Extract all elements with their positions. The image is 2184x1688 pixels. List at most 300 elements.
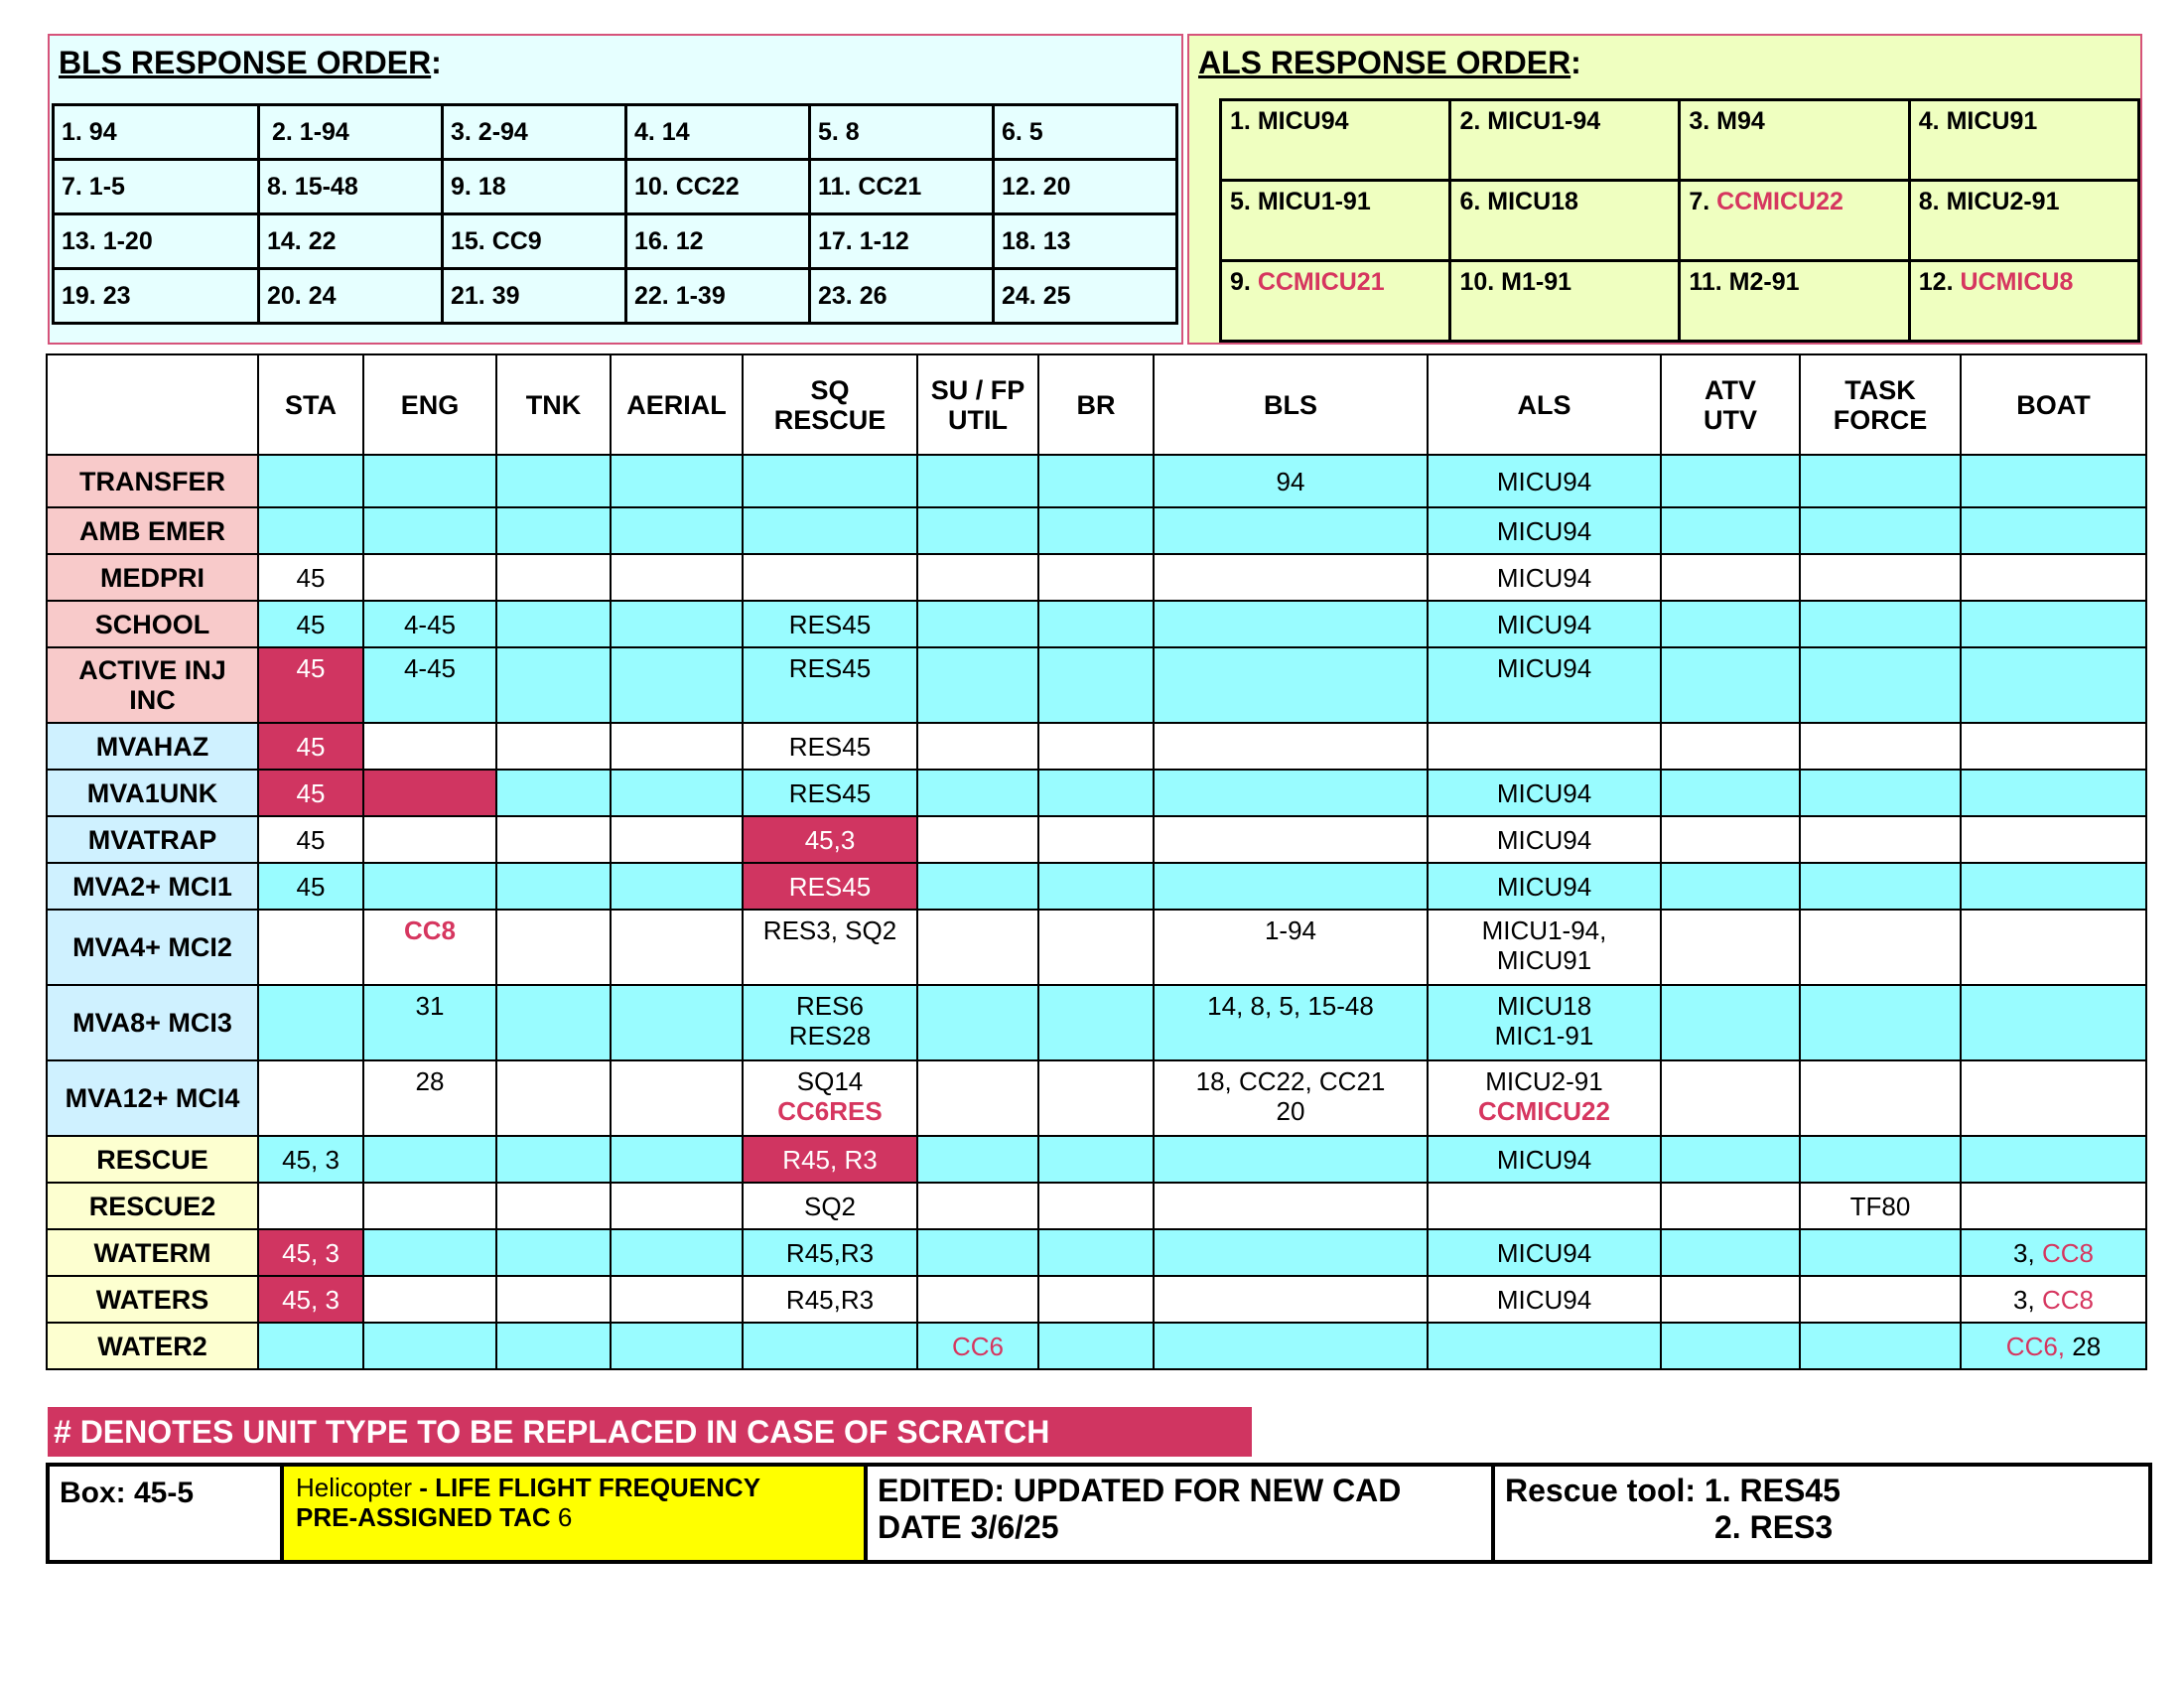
als-title: ALS RESPONSE ORDER: <box>1198 45 1581 80</box>
als-order-item <box>1221 100 1450 181</box>
cell-value: 45 <box>296 731 326 762</box>
cell-value: 28 <box>415 1066 445 1096</box>
table-cell <box>363 770 496 816</box>
column-header: BR <box>1038 354 1154 455</box>
cell-value: R45, R3 <box>782 1144 878 1175</box>
table-cell <box>1154 647 1428 723</box>
table-cell <box>1038 723 1154 770</box>
table-row <box>47 1323 2146 1369</box>
table-cell <box>1961 910 2146 985</box>
cell-value: MICU94 <box>1496 777 1592 808</box>
table-cell <box>743 770 917 816</box>
table-cell <box>258 1229 363 1276</box>
table-cell <box>743 1183 917 1229</box>
cell-value: MICU94 <box>1496 562 1592 593</box>
table-cell <box>611 985 743 1060</box>
table-cell <box>611 1323 743 1369</box>
table-cell <box>611 863 743 910</box>
cell-value: 1-94 <box>1264 915 1317 945</box>
cell-value: RES3, SQ2 <box>762 915 897 945</box>
table-cell <box>496 1060 611 1136</box>
table-cell <box>1961 1276 2146 1323</box>
als-order-unit: M2-91 <box>1728 268 1800 296</box>
table-cell <box>1038 1136 1154 1183</box>
table-cell <box>1961 1229 2146 1276</box>
table-cell <box>611 554 743 601</box>
cell-value: MICU94 <box>1496 466 1592 496</box>
bls-order-item: 10. CC22 <box>626 160 810 214</box>
bls-order-item: 5. 8 <box>810 105 994 160</box>
cell-value: 45, 3 <box>282 1237 340 1268</box>
table-cell <box>363 647 496 723</box>
table-cell <box>1661 601 1800 647</box>
table-cell <box>1038 601 1154 647</box>
row-label: RESCUE <box>47 1136 258 1183</box>
als-order-number: 4. <box>1918 107 1940 135</box>
rescue-tool-2: 2. RES3 <box>1714 1509 1834 1545</box>
row-label: RESCUE2 <box>47 1183 258 1229</box>
table-cell <box>1428 507 1661 554</box>
table-cell <box>743 455 917 507</box>
table-cell <box>917 601 1038 647</box>
bls-order-item: 23. 26 <box>810 269 994 324</box>
row-label: WATERS <box>47 1276 258 1323</box>
cell-value: 4-45 <box>403 609 457 639</box>
table-cell <box>363 601 496 647</box>
table-cell <box>1800 816 1961 863</box>
table-cell <box>611 770 743 816</box>
cell-value: 18, CC22, CC21 20 <box>1195 1066 1386 1126</box>
table-cell <box>917 770 1038 816</box>
cell-value: TF80 <box>1849 1191 1911 1221</box>
table-cell <box>743 554 917 601</box>
bls-order-item: 6. 5 <box>994 105 1177 160</box>
als-order-number: 11. <box>1689 268 1722 296</box>
bls-order-row <box>54 105 1177 160</box>
table-row <box>47 770 2146 816</box>
bls-order-row <box>54 269 1177 324</box>
table-cell <box>1154 770 1428 816</box>
table-cell <box>496 601 611 647</box>
table-cell <box>1961 1060 2146 1136</box>
cell-value: 45, 3 <box>282 1284 340 1315</box>
table-cell <box>917 985 1038 1060</box>
cell-value: SQ14 <box>796 1066 864 1096</box>
bls-order-item: 21. 39 <box>443 269 626 324</box>
table-cell <box>258 985 363 1060</box>
cell-value: RES45 <box>788 609 872 639</box>
table-cell <box>917 1136 1038 1183</box>
table-cell <box>917 1183 1038 1229</box>
table-cell <box>363 554 496 601</box>
table-cell <box>363 1323 496 1369</box>
als-order-item <box>1450 261 1680 342</box>
row-label: WATER2 <box>47 1323 258 1369</box>
table-cell <box>1800 1229 1961 1276</box>
table-cell <box>611 1060 743 1136</box>
als-order-unit: CCMICU21 <box>1257 268 1385 296</box>
table-cell <box>1038 770 1154 816</box>
table-cell <box>1154 1136 1428 1183</box>
table-cell <box>1428 910 1661 985</box>
table-cell <box>363 1060 496 1136</box>
table-cell <box>1661 770 1800 816</box>
table-cell <box>611 601 743 647</box>
table-cell <box>917 1323 1038 1369</box>
table-cell <box>611 1183 743 1229</box>
bls-order-item: 12. 20 <box>994 160 1177 214</box>
preassigned-tac-label: PRE-ASSIGNED TAC <box>296 1502 558 1532</box>
table-cell <box>1961 507 2146 554</box>
als-order-number: 2. <box>1459 107 1481 135</box>
table-cell <box>1661 1183 1800 1229</box>
table-cell <box>363 816 496 863</box>
bls-order-item: 13. 1-20 <box>54 214 259 269</box>
bls-order-item: 22. 1-39 <box>626 269 810 324</box>
table-cell <box>496 554 611 601</box>
column-header: AERIAL <box>611 354 743 455</box>
table-cell <box>258 601 363 647</box>
table-row <box>47 1136 2146 1183</box>
table-cell <box>1428 1136 1661 1183</box>
als-response-order-panel <box>1187 34 2142 345</box>
table-cell <box>363 455 496 507</box>
table-cell <box>1428 1276 1661 1323</box>
row-label: MVA2+ MCI1 <box>47 863 258 910</box>
table-row <box>47 1229 2146 1276</box>
table-row <box>47 1060 2146 1136</box>
cell-value: MICU18 MIC1-91 <box>1494 991 1594 1051</box>
table-cell <box>743 1323 917 1369</box>
bls-order-item: 24. 25 <box>994 269 1177 324</box>
bls-order-item: 3. 2-94 <box>443 105 626 160</box>
column-header: SU / FP UTIL <box>917 354 1038 455</box>
table-cell <box>1038 863 1154 910</box>
table-cell <box>743 910 917 985</box>
table-cell <box>1800 723 1961 770</box>
table-cell <box>743 1060 917 1136</box>
table-cell <box>611 723 743 770</box>
cell-value: RES45 <box>788 731 872 762</box>
als-order-item <box>1909 100 2138 181</box>
tac-number: 6 <box>557 1502 573 1532</box>
table-cell <box>1154 1183 1428 1229</box>
bls-order-item: 11. CC21 <box>810 160 994 214</box>
table-row <box>47 985 2146 1060</box>
table-row <box>47 507 2146 554</box>
table-cell <box>258 455 363 507</box>
header-corner <box>47 354 258 455</box>
table-cell <box>1038 455 1154 507</box>
helicopter-info <box>284 1467 868 1560</box>
row-label: MVATRAP <box>47 816 258 863</box>
cell-value: MICU94 <box>1496 653 1592 683</box>
table-cell <box>743 647 917 723</box>
table-cell <box>258 816 363 863</box>
table-row <box>47 723 2146 770</box>
table-cell <box>1038 1323 1154 1369</box>
cell-value: 45 <box>296 871 326 902</box>
table-cell <box>917 554 1038 601</box>
boat-unit: 28 <box>2065 1331 2102 1361</box>
table-cell <box>1154 601 1428 647</box>
table-cell <box>611 647 743 723</box>
cell-value: MICU94 <box>1496 1144 1592 1175</box>
table-cell <box>363 985 496 1060</box>
table-cell <box>1428 770 1661 816</box>
table-cell <box>258 554 363 601</box>
table-cell <box>1038 910 1154 985</box>
scratch-note-banner: # DENOTES UNIT TYPE TO BE REPLACED IN CASE OF SCRATCH <box>48 1407 1252 1457</box>
table-cell <box>1661 455 1800 507</box>
boat-unit: 3, <box>2013 1237 2042 1268</box>
life-flight-frequency: - LIFE FLIGHT FREQUENCY <box>412 1473 761 1502</box>
table-cell <box>496 816 611 863</box>
table-cell <box>743 863 917 910</box>
bls-order-item: 7. 1-5 <box>54 160 259 214</box>
table-cell <box>496 455 611 507</box>
als-order-item <box>1221 181 1450 261</box>
table-cell <box>1961 554 2146 601</box>
table-cell <box>1800 507 1961 554</box>
table-cell <box>1661 647 1800 723</box>
cell-value: 45,3 <box>804 824 856 855</box>
als-order-item <box>1680 261 1909 342</box>
cell-value: MICU94 <box>1496 609 1592 639</box>
cell-value: R45,R3 <box>785 1284 875 1315</box>
als-order-number: 8. <box>1918 188 1940 215</box>
table-row <box>47 455 2146 507</box>
table-cell <box>363 1136 496 1183</box>
table-cell <box>1154 816 1428 863</box>
table-cell <box>1961 770 2146 816</box>
table-cell <box>1661 985 1800 1060</box>
table-row <box>47 647 2146 723</box>
table-row <box>47 554 2146 601</box>
row-label: MVA12+ MCI4 <box>47 1060 258 1136</box>
table-cell <box>917 863 1038 910</box>
bls-order-item: 16. 12 <box>626 214 810 269</box>
bls-order-item: 20. 24 <box>259 269 443 324</box>
table-cell <box>258 647 363 723</box>
als-order-number: 12. <box>1918 268 1954 296</box>
table-cell <box>1038 816 1154 863</box>
table-cell <box>363 863 496 910</box>
table-cell <box>1661 1276 1800 1323</box>
als-order-row <box>1221 181 2139 261</box>
als-order-unit: MICU2-91 <box>1946 188 2060 215</box>
bls-response-order-panel <box>48 34 1183 345</box>
table-cell <box>1038 1183 1154 1229</box>
cell-value: MICU94 <box>1496 515 1592 546</box>
bls-order-item: 2. 1-94 <box>259 105 443 160</box>
row-label: MVAHAZ <box>47 723 258 770</box>
table-cell <box>1038 985 1154 1060</box>
als-order-row <box>1221 261 2139 342</box>
table-cell <box>1961 1136 2146 1183</box>
table-cell <box>743 1276 917 1323</box>
table-cell <box>258 910 363 985</box>
rescue-tool-1: Rescue tool: 1. RES45 <box>1505 1473 1841 1508</box>
cell-value: CC8 <box>403 915 456 945</box>
table-cell <box>1800 601 1961 647</box>
boat-unit: CC8 <box>2041 1237 2094 1268</box>
bls-order-item: 1. 94 <box>54 105 259 160</box>
table-cell <box>1428 723 1661 770</box>
cell-value: 14, 8, 5, 15-48 <box>1207 991 1374 1021</box>
als-order-unit: MICU1-91 <box>1257 188 1371 215</box>
table-cell <box>258 1276 363 1323</box>
table-cell <box>1661 1136 1800 1183</box>
table-cell <box>258 1323 363 1369</box>
bls-order-row <box>54 214 1177 269</box>
table-cell <box>743 1229 917 1276</box>
table-row <box>47 863 2146 910</box>
column-header: ATV UTV <box>1661 354 1800 455</box>
table-cell <box>496 770 611 816</box>
table-cell <box>496 1323 611 1369</box>
table-cell <box>1428 1229 1661 1276</box>
cell-value: 45 <box>296 562 326 593</box>
table-cell <box>1154 554 1428 601</box>
als-order-number: 5. <box>1230 188 1251 215</box>
table-cell <box>496 507 611 554</box>
table-cell <box>1154 1229 1428 1276</box>
bls-order-item: 19. 23 <box>54 269 259 324</box>
boat-unit: CC8 <box>2041 1284 2094 1315</box>
als-order-number: 6. <box>1459 188 1481 215</box>
table-cell <box>611 910 743 985</box>
row-label: AMB EMER <box>47 507 258 554</box>
table-cell <box>1428 554 1661 601</box>
table-cell <box>611 1229 743 1276</box>
row-label: MVA1UNK <box>47 770 258 816</box>
table-cell <box>1038 1276 1154 1323</box>
table-cell <box>1428 1183 1661 1229</box>
table-cell <box>1428 455 1661 507</box>
table-cell <box>743 507 917 554</box>
als-order-unit: MICU18 <box>1487 188 1578 215</box>
table-cell <box>1154 1060 1428 1136</box>
table-cell <box>1038 1060 1154 1136</box>
table-cell <box>1428 1323 1661 1369</box>
table-cell <box>363 507 496 554</box>
table-cell <box>611 455 743 507</box>
table-cell <box>496 1276 611 1323</box>
table-cell <box>917 455 1038 507</box>
assignment-table <box>46 353 2147 1370</box>
row-label: MVA8+ MCI3 <box>47 985 258 1060</box>
cell-value: SQ2 <box>803 1191 857 1221</box>
column-header: BOAT <box>1961 354 2146 455</box>
table-cell <box>258 863 363 910</box>
row-label: ACTIVE INJ INC <box>47 647 258 723</box>
als-order-item <box>1221 261 1450 342</box>
table-cell <box>1428 601 1661 647</box>
row-label: SCHOOL <box>47 601 258 647</box>
bls-order-item: 18. 13 <box>994 214 1177 269</box>
table-row <box>47 1183 2146 1229</box>
table-cell <box>363 723 496 770</box>
table-cell <box>1961 816 2146 863</box>
table-cell <box>917 1060 1038 1136</box>
table-cell <box>917 910 1038 985</box>
table-cell <box>1154 985 1428 1060</box>
table-cell <box>1661 910 1800 985</box>
table-cell <box>258 723 363 770</box>
table-cell <box>743 723 917 770</box>
table-cell <box>1961 647 2146 723</box>
table-cell <box>258 770 363 816</box>
rescue-tool-info <box>1495 1467 2148 1560</box>
table-cell <box>611 1276 743 1323</box>
table-cell <box>1800 455 1961 507</box>
table-cell <box>1800 910 1961 985</box>
table-cell <box>1154 910 1428 985</box>
table-cell <box>1800 863 1961 910</box>
als-order-number: 7. <box>1689 188 1710 215</box>
cell-value: 45, 3 <box>282 1144 340 1175</box>
table-cell <box>1428 647 1661 723</box>
table-cell <box>1800 985 1961 1060</box>
table-cell <box>363 1183 496 1229</box>
als-order-number: 3. <box>1689 107 1710 135</box>
table-cell <box>1154 1323 1428 1369</box>
table-cell <box>1800 1183 1961 1229</box>
table-row <box>47 816 2146 863</box>
cell-value: 94 <box>1276 466 1305 496</box>
table-cell <box>1961 1323 2146 1369</box>
als-order-grid <box>1219 98 2140 343</box>
column-header: STA <box>258 354 363 455</box>
table-cell <box>496 863 611 910</box>
bls-title: BLS RESPONSE ORDER: <box>59 45 442 80</box>
table-cell <box>496 1183 611 1229</box>
als-order-item <box>1450 100 1680 181</box>
row-label: TRANSFER <box>47 455 258 507</box>
table-cell <box>1961 723 2146 770</box>
cell-value: 4-45 <box>403 653 457 683</box>
edited-note: EDITED: UPDATED FOR NEW CAD <box>878 1473 1402 1508</box>
table-cell <box>1428 863 1661 910</box>
table-cell <box>258 1060 363 1136</box>
helicopter-label: Helicopter <box>296 1473 413 1502</box>
bls-order-item: 9. 18 <box>443 160 626 214</box>
table-cell <box>1154 863 1428 910</box>
cell-value: R45,R3 <box>785 1237 875 1268</box>
als-order-unit: MICU94 <box>1257 107 1349 135</box>
table-cell <box>743 985 917 1060</box>
table-cell <box>917 507 1038 554</box>
cell-value: 45 <box>296 653 326 683</box>
als-order-number: 10. <box>1459 268 1495 296</box>
table-cell <box>1961 455 2146 507</box>
cell-value: 45 <box>296 609 326 639</box>
table-cell <box>917 1229 1038 1276</box>
cell-value: RES45 <box>788 653 872 683</box>
als-order-unit: M1-91 <box>1501 268 1572 296</box>
table-cell <box>917 1276 1038 1323</box>
bls-order-row <box>54 160 1177 214</box>
cell-value: 45 <box>296 824 326 855</box>
table-cell <box>496 1136 611 1183</box>
table-cell <box>363 1276 496 1323</box>
bls-order-item: 8. 15-48 <box>259 160 443 214</box>
cell-value-extra: CC6RES <box>777 1096 883 1126</box>
table-cell <box>1661 1229 1800 1276</box>
table-row <box>47 910 2146 985</box>
cell-value: RES45 <box>788 871 872 902</box>
